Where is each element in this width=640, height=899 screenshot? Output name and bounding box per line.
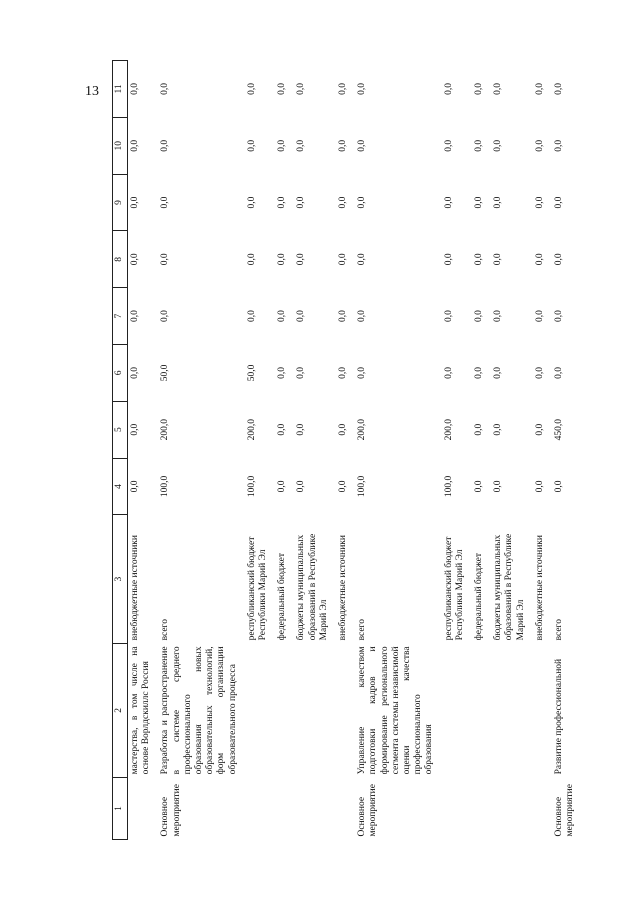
value-cell: 0,0 [338, 366, 349, 379]
value-cell: 0,0 [493, 366, 504, 379]
value-cell: 450,0 [554, 418, 565, 441]
event-type-cell [128, 777, 159, 839]
value-cell: 0,0 [357, 366, 368, 379]
event-name-cell [245, 643, 275, 777]
header-cell: 3 [113, 515, 128, 644]
table-row [158, 61, 244, 840]
value-cell: 100,0 [443, 475, 454, 498]
event-type-cell [245, 777, 275, 839]
table-row [336, 61, 355, 840]
funding-source-cell: всего [554, 619, 565, 641]
value-cell: 0,0 [357, 196, 368, 209]
event-type-cell [275, 777, 294, 839]
value-cell: 0,0 [338, 253, 349, 266]
event-type-cell: Основное мероприятие [160, 784, 182, 837]
value-cell: 100,0 [246, 475, 257, 498]
event-type-cell [336, 777, 355, 839]
event-name-cell: Развитие профессиональной [554, 658, 565, 775]
table-row [472, 61, 491, 840]
table-header-row [113, 61, 128, 840]
value-cell: 0,0 [554, 310, 565, 323]
value-cell: 0,0 [296, 310, 307, 323]
event-type-cell [533, 777, 552, 839]
value-cell: 100,0 [357, 475, 368, 498]
value-cell: 0,0 [277, 480, 288, 493]
value-cell: 0,0 [130, 366, 140, 379]
header-cell: 10 [113, 117, 128, 174]
value-cell: 0,0 [246, 139, 257, 152]
event-name-cell [442, 643, 472, 777]
funding-source-cell: всего [357, 619, 368, 641]
event-type-cell: Основное мероприятие [357, 784, 379, 837]
event-name-cell: Разработка и распространение в системе среднего профессионального образования новых образовательных технологий, форм организации образовательного процесса [160, 646, 238, 775]
value-cell: 0,0 [474, 139, 485, 152]
value-cell: 0,0 [277, 196, 288, 209]
funding-source-cell: всего [160, 619, 171, 641]
event-type-cell [472, 777, 491, 839]
value-cell: 0,0 [534, 83, 545, 95]
value-cell: 0,0 [130, 310, 140, 323]
header-cell: 8 [113, 231, 128, 288]
value-cell: 0,0 [277, 310, 288, 323]
value-cell: 0,0 [474, 253, 485, 266]
value-cell: 0,0 [493, 423, 504, 436]
event-name-cell [275, 643, 294, 777]
event-name-cell: Управление качеством подготовки кадров и формирование регионального сегмента системы независимой оценки качества профессионального образования [357, 646, 435, 775]
funding-source-cell: внебюджетные источники [130, 535, 140, 641]
table-row [294, 61, 336, 840]
value-cell: 0,0 [493, 253, 504, 266]
value-cell: 0,0 [130, 253, 140, 266]
value-cell: 0,0 [277, 253, 288, 266]
value-cell: 0,0 [277, 139, 288, 152]
value-cell: 0,0 [534, 253, 545, 266]
value-cell: 0,0 [296, 253, 307, 266]
value-cell: 0,0 [443, 310, 454, 323]
funding-source-cell: федеральный бюджет [277, 552, 288, 641]
value-cell: 0,0 [338, 196, 349, 209]
event-name-cell [533, 643, 552, 777]
funding-source-cell: внебюджетные источники [534, 535, 545, 641]
value-cell: 0,0 [493, 83, 504, 95]
event-name-cell [336, 643, 355, 777]
value-cell: 0,0 [130, 83, 140, 95]
event-type-cell [442, 777, 472, 839]
header-cell: 11 [113, 61, 128, 118]
value-cell: 100,0 [160, 475, 171, 498]
value-cell: 0,0 [160, 310, 171, 323]
value-cell: 0,0 [474, 423, 485, 436]
value-cell: 0,0 [474, 196, 485, 209]
event-name-cell: мастерства, в том числе на основе Ворлдскиллс Россия [130, 646, 152, 775]
event-type-cell [491, 777, 533, 839]
value-cell: 0,0 [443, 196, 454, 209]
funding-source-cell: республиканский бюджет Республики Марий Эл [443, 536, 465, 641]
value-cell: 200,0 [443, 418, 454, 441]
value-cell: 0,0 [246, 253, 257, 266]
value-cell: 0,0 [534, 423, 545, 436]
value-cell: 0,0 [338, 310, 349, 323]
value-cell: 0,0 [493, 139, 504, 152]
value-cell: 0,0 [534, 480, 545, 493]
table-row [128, 61, 159, 840]
event-name-cell [491, 643, 533, 777]
event-type-cell: Основное мероприятие [554, 784, 576, 837]
value-cell: 0,0 [534, 310, 545, 323]
header-cell: 4 [113, 458, 128, 515]
value-cell: 200,0 [160, 418, 171, 441]
table-row [245, 61, 275, 840]
rotated-table-container [112, 60, 576, 840]
value-cell: 0,0 [277, 423, 288, 436]
value-cell: 0,0 [534, 196, 545, 209]
value-cell: 0,0 [338, 480, 349, 493]
table-row [491, 61, 533, 840]
value-cell: 0,0 [474, 83, 485, 95]
header-cell: 2 [113, 643, 128, 777]
value-cell: 0,0 [246, 83, 257, 95]
value-cell: 0,0 [130, 423, 140, 436]
event-name-cell [472, 643, 491, 777]
value-cell: 0,0 [534, 139, 545, 152]
table-row [442, 61, 472, 840]
value-cell: 0,0 [493, 196, 504, 209]
value-cell: 0,0 [277, 366, 288, 379]
value-cell: 200,0 [357, 418, 368, 441]
value-cell: 0,0 [443, 366, 454, 379]
value-cell: 0,0 [554, 196, 565, 209]
funding-source-cell: республиканский бюджет Республики Марий Эл [246, 536, 269, 641]
value-cell: 0,0 [357, 310, 368, 323]
value-cell: 0,0 [296, 480, 307, 493]
value-cell: 0,0 [246, 196, 257, 209]
value-cell: 0,0 [443, 83, 454, 95]
value-cell: 0,0 [554, 366, 565, 379]
value-cell: 0,0 [474, 480, 485, 493]
value-cell: 0,0 [357, 139, 368, 152]
value-cell: 0,0 [296, 366, 307, 379]
value-cell: 0,0 [474, 310, 485, 323]
value-cell: 0,0 [160, 139, 171, 152]
value-cell: 0,0 [534, 366, 545, 379]
value-cell: 0,0 [554, 139, 565, 152]
value-cell: 0,0 [160, 253, 171, 266]
header-cell: 9 [113, 174, 128, 231]
header-cell: 6 [113, 345, 128, 402]
value-cell: 0,0 [130, 196, 140, 209]
value-cell: 0,0 [493, 310, 504, 323]
funding-source-cell: бюджеты муниципальных образований в Республике Марий Эл [296, 533, 329, 641]
value-cell: 0,0 [493, 480, 504, 493]
value-cell: 0,0 [357, 83, 368, 95]
value-cell: 0,0 [554, 253, 565, 266]
table-row [533, 61, 552, 840]
value-cell: 0,0 [277, 83, 288, 95]
event-name-cell [294, 643, 336, 777]
value-cell: 0,0 [130, 139, 140, 152]
value-cell: 0,0 [160, 196, 171, 209]
value-cell: 50,0 [246, 364, 257, 382]
funding-source-cell: бюджеты муниципальных образований в Республике Марий Эл [493, 533, 526, 641]
value-cell: 0,0 [296, 139, 307, 152]
value-cell: 0,0 [443, 139, 454, 152]
value-cell: 0,0 [160, 83, 171, 95]
table-row [275, 61, 294, 840]
value-cell: 0,0 [338, 139, 349, 152]
funding-source-cell: внебюджетные источники [338, 535, 349, 641]
value-cell: 0,0 [246, 310, 257, 323]
value-cell: 50,0 [160, 364, 171, 382]
funding-source-cell: федеральный бюджет [474, 552, 485, 641]
table-row [355, 61, 441, 840]
value-cell: 0,0 [357, 253, 368, 266]
value-cell: 0,0 [296, 83, 307, 95]
value-cell: 200,0 [246, 418, 257, 441]
value-cell: 0,0 [338, 83, 349, 95]
value-cell: 0,0 [554, 83, 565, 95]
budget-table [112, 60, 583, 840]
header-cell: 1 [113, 777, 128, 839]
value-cell: 0,0 [338, 423, 349, 436]
value-cell: 0,0 [296, 196, 307, 209]
value-cell: 0,0 [296, 423, 307, 436]
header-cell: 5 [113, 401, 128, 458]
value-cell: 0,0 [443, 253, 454, 266]
table-row [552, 61, 582, 840]
value-cell: 0,0 [554, 480, 565, 493]
event-type-cell [294, 777, 336, 839]
value-cell: 0,0 [474, 366, 485, 379]
header-cell: 7 [113, 288, 128, 345]
page-number: 13 [85, 84, 99, 99]
value-cell: 0,0 [130, 480, 140, 493]
